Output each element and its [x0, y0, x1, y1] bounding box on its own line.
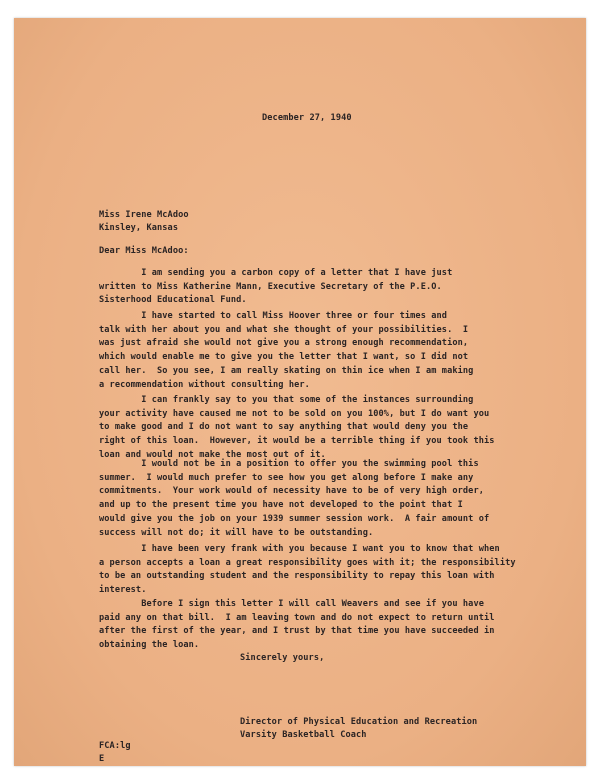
text-line: and up to the present time you have not developed to the point that I	[99, 500, 463, 511]
body-paragraph-3	[99, 394, 495, 463]
recipient-name: Miss Irene McAdoo	[99, 210, 189, 220]
text-line: I have started to call Miss Hoover three or four times and	[99, 311, 448, 321]
body-paragraph-5	[99, 543, 516, 598]
text-line: to be an outstanding student and the responsibility to repay this loan with	[99, 571, 495, 582]
text-line: Before I sign this letter I will call Weavers and see if you have	[99, 599, 484, 609]
closing: Sincerely yours,	[240, 653, 325, 663]
text-line: obtaining the loan.	[99, 640, 200, 651]
letter-date: December 27, 1940	[262, 113, 352, 123]
recipient-address: Kinsley, Kansas	[99, 223, 179, 233]
text-line: interest.	[99, 585, 147, 596]
text-line: a recommendation without consulting her.	[99, 379, 310, 390]
text-line: loan and would not make the most out of it.	[99, 449, 326, 460]
text-line: after the first of the year, and I trust by that time you have succeeded in	[99, 626, 495, 637]
typist-initials: FCA:lg	[99, 741, 131, 751]
text-line: I am sending you a carbon copy of a letter that I have just	[99, 268, 453, 278]
text-line: was just afraid she would not give you a strong enough recommendation,	[99, 338, 469, 349]
text-line: I can frankly say to you that some of the instances surrounding	[99, 395, 474, 405]
body-paragraph-4	[99, 458, 489, 540]
text-line: success will not do; it will have to be outstanding.	[99, 527, 374, 538]
salutation: Dear Miss McAdoo:	[99, 246, 189, 256]
text-line: would give you the job on your 1939 summer session work. A fair amount of	[99, 513, 490, 524]
text-line: commitments. Your work would of necessity have to be of very high order,	[99, 486, 484, 497]
text-line: paid any on that bill. I am leaving town and do not expect to return until	[99, 612, 495, 623]
text-line: talk with her about you and what she thought of your possibilities. I	[99, 324, 469, 335]
text-line: which would enable me to give you the letter that I want, so I did not	[99, 352, 469, 363]
text-line: summer. I would much prefer to see how you get along before I make any	[99, 472, 474, 483]
signature-subtitle: Varsity Basketball Coach	[240, 730, 367, 740]
text-line: right of this loan. However, it would be a terrible thing if you took this	[99, 436, 495, 447]
text-line: Sisterhood Educational Fund.	[99, 295, 247, 306]
body-paragraph-6	[99, 598, 495, 653]
enclosure-mark: E	[99, 754, 105, 764]
text-line: I would not be in a position to offer you the swimming pool this	[99, 459, 479, 469]
text-line: I have been very frank with you because I want you to know that when	[99, 544, 500, 554]
body-paragraph-1	[99, 267, 452, 308]
text-line: to make good and I do not want to say anything that would deny you the	[99, 422, 469, 433]
body-paragraph-2	[99, 310, 473, 392]
text-line: your activity have caused me not to be sold on you 100%, but I do want you	[99, 408, 490, 419]
text-line: written to Miss Katherine Mann, Executive Secretary of the P.E.O.	[99, 281, 442, 292]
text-line: call her. So you see, I am really skating on thin ice when I am making	[99, 365, 474, 376]
text-line: a person accepts a loan a great responsibility goes with it; the responsibility	[99, 557, 516, 568]
signature-title: Director of Physical Education and Recreation	[240, 717, 478, 727]
